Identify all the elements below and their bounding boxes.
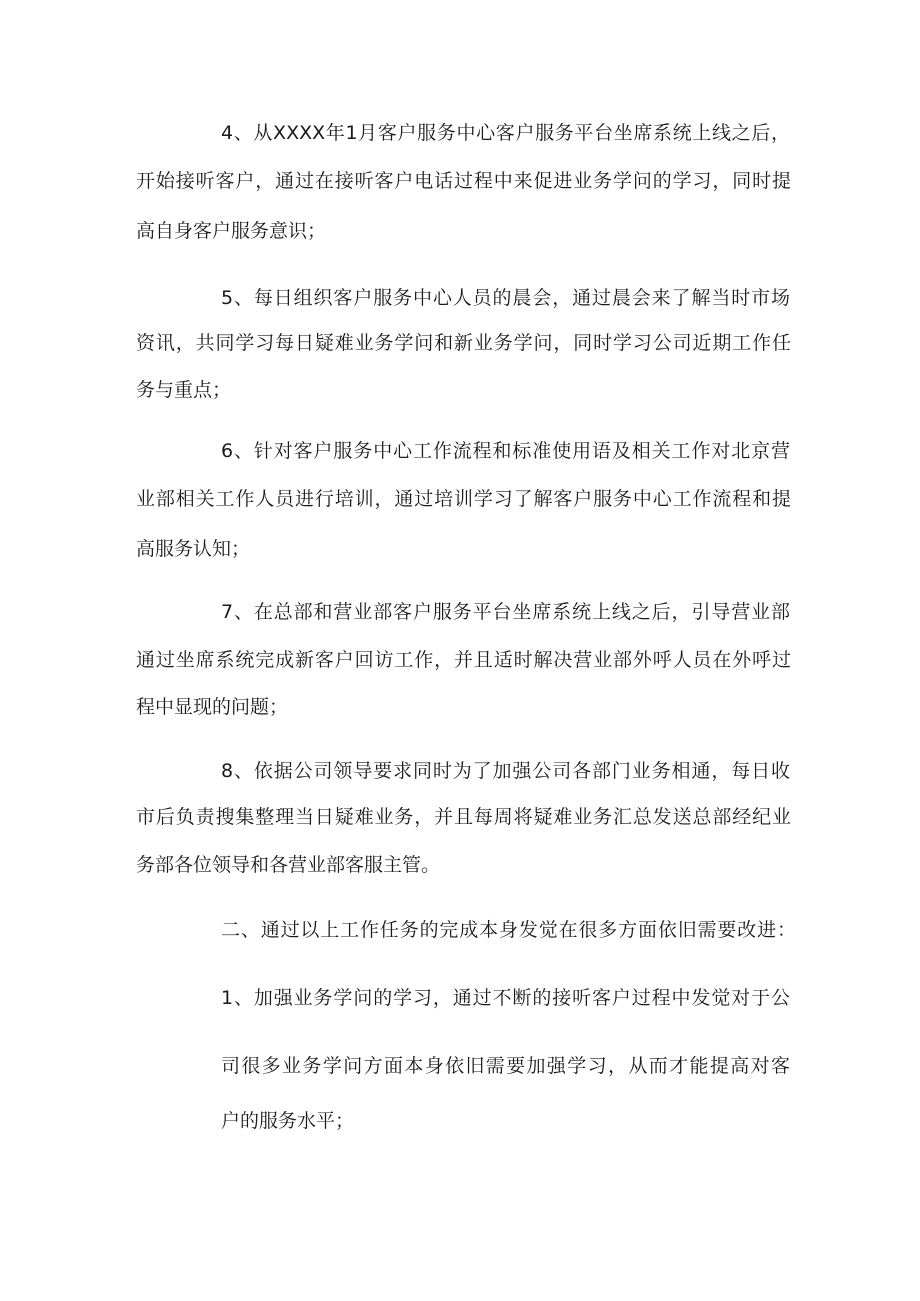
paragraph-line: 程中显现的问题； [136,696,289,718]
paragraph-line: 1、加强业务学问的学习，通过不断的接听客户过程中发觉对于公 [221,987,790,1009]
paragraph-line: 户的服务水平； [221,1110,355,1132]
paragraph-line: 5、每日组织客户服务中心人员的晨会，通过晨会来了解当时市场 [221,287,790,309]
paragraph-line: 司很多业务学问方面本身依旧需要加强学习，从而才能提高对客 [221,1055,790,1077]
paragraph-line: 市后负责搜集整理当日疑难业务，并且每周将疑难业务汇总发送总部经纪业 [136,806,791,828]
paragraph-line: 6、针对客户服务中心工作流程和标准使用语及相关工作对北京营 [221,440,790,462]
paragraph-line: 务与重点； [136,379,232,401]
paragraph-line: 8、依据公司领导要求同时为了加强公司各部门业务相通，每日收 [221,760,790,782]
paragraph-line: 务部各位领导和各营业部客服主管。 [136,854,441,876]
paragraph-line: 7、在总部和营业部客户服务平台坐席系统上线之后，引导营业部 [221,601,790,623]
paragraph-line: 高服务认知； [136,538,251,560]
paragraph-line: 高自身客户服务意识； [136,220,327,242]
paragraph-line: 通过坐席系统完成新客户回访工作，并且适时解决营业部外呼人员在外呼过 [136,649,791,671]
paragraph-line: 业部相关工作人员进行培训，通过培训学习了解客户服务中心工作流程和提 [136,488,791,510]
paragraph-line: 4、从XXXX年1月客户服务中心客户服务平台坐席系统上线之后， [221,122,790,144]
section-heading-text: 二、通过以上工作任务的完成本身发觉在很多方面依旧需要改进： [221,919,796,941]
paragraph-line: 开始接听客户，通过在接听客户电话过程中来促进业务学问的学习，同时提 [136,170,791,192]
paragraph-line: 资讯，共同学习每日疑难业务学问和新业务学问，同时学习公司近期工作任 [136,332,791,354]
